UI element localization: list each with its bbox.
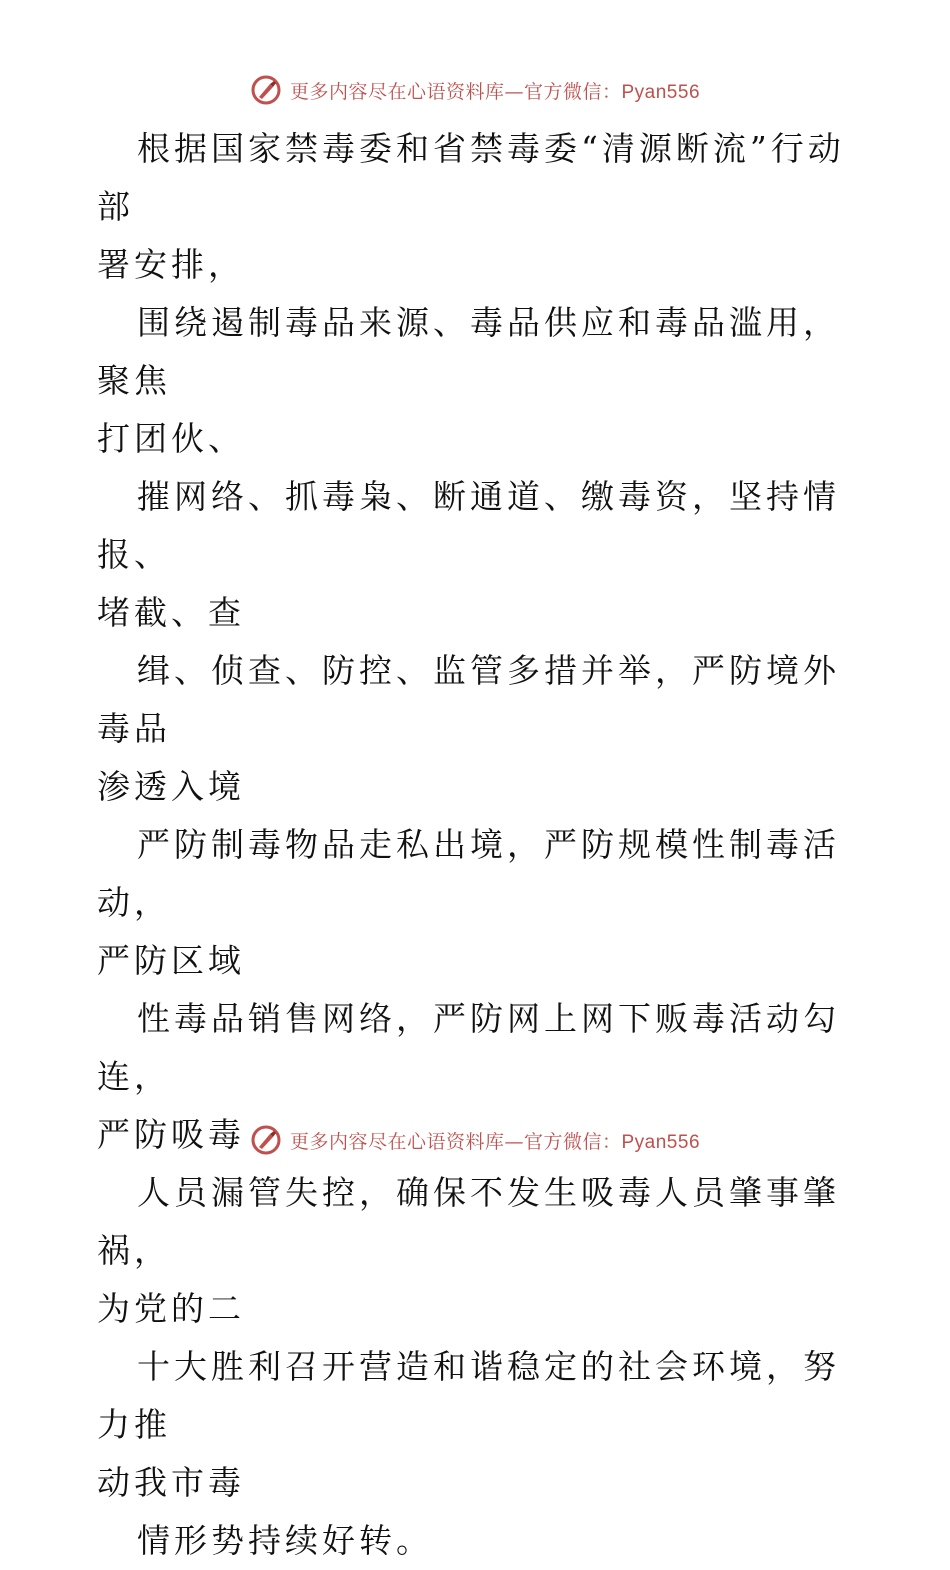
paragraph: 人员漏管失控，确保不发生吸毒人员肇事肇祸， 为党的二	[97, 1173, 840, 1328]
pen-circle-logo-icon	[250, 1124, 282, 1156]
paragraph: 围绕遏制毒品来源、毒品供应和毒品滥用，聚焦 打团伙、	[97, 303, 840, 458]
watermark-text: 更多内容尽在心语资料库—官方微信：Pyan556	[289, 80, 701, 103]
paragraph: 性毒品销售网络，严防网上网下贩毒活动勾连， 严防吸毒	[97, 999, 840, 1154]
paragraph: 十大胜利召开营造和谐稳定的社会环境，努力推 动我市毒	[97, 1347, 840, 1502]
paragraph: 根据国家禁毒委和省禁毒委“清源断流”行动部 署安排，	[97, 129, 845, 284]
footer-watermark	[0, 1120, 950, 1160]
header-watermark	[0, 70, 950, 110]
paragraph: 情形势持续好转。	[137, 1521, 433, 1560]
paragraph: 摧网络、抓毒枭、断通道、缴毒资，坚持情报、 堵截、查	[97, 477, 840, 632]
pen-circle-logo-icon	[250, 74, 282, 106]
paragraph: 缉、侦查、防控、监管多措并举，严防境外毒品 渗透入境	[97, 651, 840, 806]
document-body	[97, 120, 857, 1570]
paragraph: 严防制毒物品走私出境，严防规模性制毒活动， 严防区域	[97, 825, 840, 980]
watermark-text: 更多内容尽在心语资料库—官方微信：Pyan556	[289, 1130, 701, 1153]
